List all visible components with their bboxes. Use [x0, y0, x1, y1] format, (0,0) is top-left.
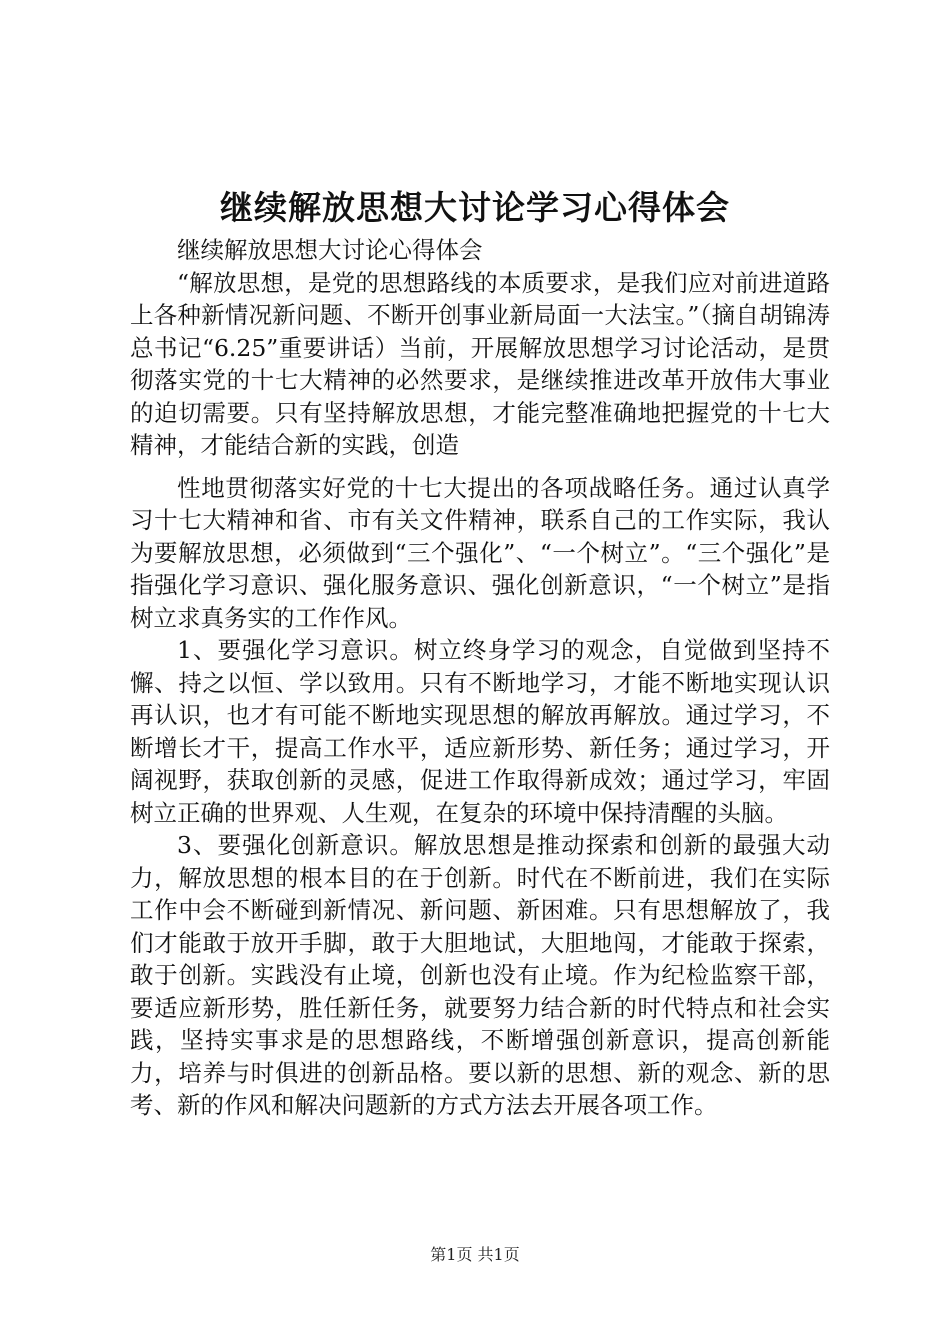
document-title: 继续解放思想大讨论学习心得体会 [220, 188, 730, 227]
paragraph-2: 性地贯彻落实好党的十七大提出的各项战略任务。通过认真学习十七大精神和省、市有关文件精神，联系自己的工作实际，我认为要解放思想，必须做到“三个强化”、“一个树立”。“三个强化”是指强化学习意识、强化服务意识、强化创新意识，“一个树立”是指树立求真务实的工作作风。 [130, 473, 830, 632]
page-number-footer: 第1页 共1页 [430, 1245, 520, 1264]
paragraph-4: 3、要强化创新意识。解放思想是推动探索和创新的最强大动力，解放思想的根本目的在于创新。时代在不断前进，我们在实际工作中会不断碰到新情况、新问题、新困难。只有思想解放了，我们才能敢于放开手脚，敢于大胆地试，大胆地闯，才能敢于探索，敢于创新。实践没有止境，创新也没有止境。作为纪检监察干部，要适应新形势，胜任新任务，就要努力结合新的时代特点和社会实践，坚持实事求是的思想路线，不断增强创新意识，提高创新能力，培养与时俱进的创新品格。要以新的思想、新的观念、新的思考、新的作风和解决问题新的方式方法去开展各项工作。 [130, 831, 830, 1119]
paragraph-3: 1、要强化学习意识。树立终身学习的观念，自觉做到坚持不懈、持之以恒、学以致用。只有不断地学习，才能不断地实现认识再认识，也才有可能不断地实现思想的解放再解放。通过学习，不断增长才干，提高工作水平，适应新形势、新任务；通过学习，开阔视野，获取创新的灵感，促进工作取得新成效；通过学习，牢固树立正确的世界观、人生观，在复杂的环境中保持清醒的头脑。 [130, 636, 830, 827]
document-subtitle: 继续解放思想大讨论心得体会 [177, 236, 483, 264]
paragraph-1: “解放思想，是党的思想路线的本质要求，是我们应对前进道路上各种新情况新问题、不断开创事业新局面一大法宝。”（摘自胡锦涛总书记“6.25”重要讲话）当前，开展解放思想学习讨论活动，是贯彻落实党的十七大精神的必然要求，是继续推进改革开放伟大事业的迫切需要。只有坚持解放思想，才能完整准确地把握党的十七大精神，才能结合新的实践，创造 [130, 268, 830, 459]
document-body [130, 234, 830, 1122]
